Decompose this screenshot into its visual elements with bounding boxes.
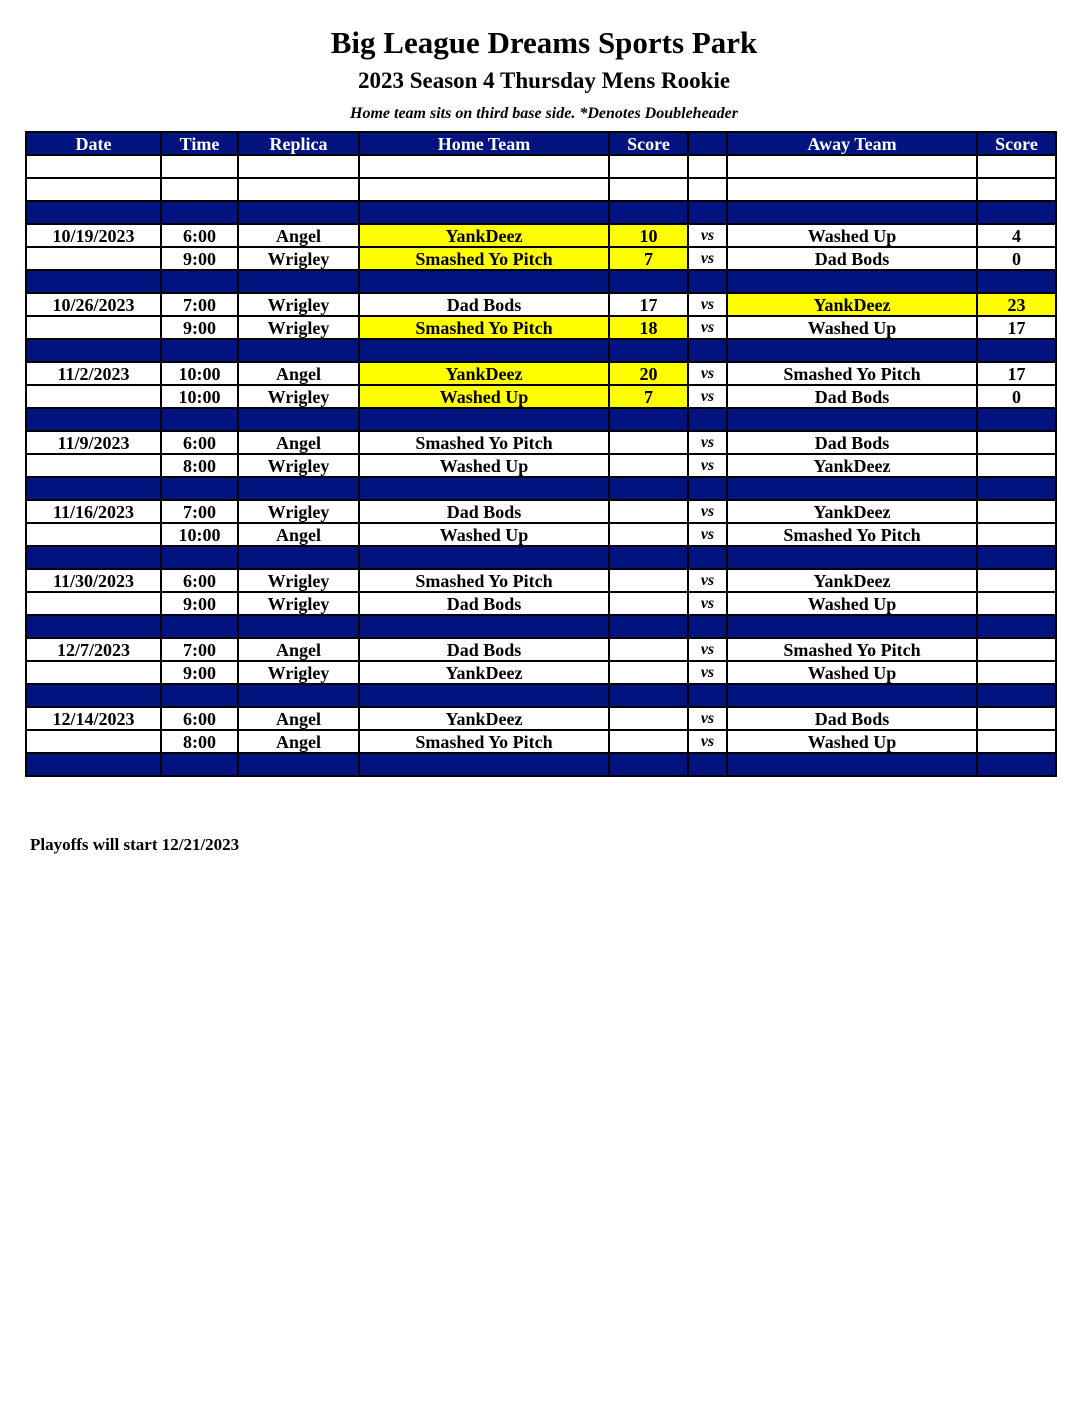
home-score-cell	[609, 684, 688, 707]
vs-cell	[688, 408, 727, 431]
replica-cell: Wrigley	[238, 385, 359, 408]
time-cell: 8:00	[161, 730, 238, 753]
time-cell: 10:00	[161, 523, 238, 546]
vs-cell	[688, 615, 727, 638]
home-team-cell	[359, 546, 609, 569]
away-score-cell	[977, 730, 1056, 753]
table-row	[26, 730, 1056, 753]
away-score-cell	[977, 339, 1056, 362]
date-cell	[26, 201, 161, 224]
home-team-cell: YankDeez	[359, 362, 609, 385]
date-cell: 12/7/2023	[26, 638, 161, 661]
separator-row	[26, 753, 1056, 776]
vs-cell: vs	[688, 454, 727, 477]
away-score-cell	[977, 155, 1056, 178]
date-cell	[26, 592, 161, 615]
home-team-cell: YankDeez	[359, 224, 609, 247]
away-score-cell	[977, 707, 1056, 730]
home-team-cell: Dad Bods	[359, 638, 609, 661]
vs-cell: vs	[688, 431, 727, 454]
away-score-cell	[977, 569, 1056, 592]
home-team-cell	[359, 477, 609, 500]
away-score-cell	[977, 477, 1056, 500]
vs-cell: vs	[688, 707, 727, 730]
away-team-cell: YankDeez	[727, 500, 977, 523]
col-header-away-team: Away Team	[727, 132, 977, 155]
away-team-cell: Dad Bods	[727, 707, 977, 730]
date-cell	[26, 178, 161, 201]
time-cell: 7:00	[161, 293, 238, 316]
home-team-cell: Smashed Yo Pitch	[359, 569, 609, 592]
vs-cell: vs	[688, 247, 727, 270]
home-score-cell	[609, 477, 688, 500]
away-score-cell: 17	[977, 316, 1056, 339]
away-score-cell	[977, 523, 1056, 546]
away-team-cell	[727, 270, 977, 293]
home-score-cell	[609, 408, 688, 431]
away-team-cell: YankDeez	[727, 293, 977, 316]
date-cell: 11/2/2023	[26, 362, 161, 385]
vs-cell: vs	[688, 224, 727, 247]
away-team-cell	[727, 615, 977, 638]
col-header-time: Time	[161, 132, 238, 155]
vs-cell	[688, 178, 727, 201]
date-cell	[26, 247, 161, 270]
vs-cell	[688, 753, 727, 776]
home-score-cell: 18	[609, 316, 688, 339]
away-team-cell: Smashed Yo Pitch	[727, 362, 977, 385]
away-score-cell: 23	[977, 293, 1056, 316]
home-score-cell	[609, 615, 688, 638]
replica-cell: Angel	[238, 523, 359, 546]
col-header-away-score: Score	[977, 132, 1056, 155]
home-score-cell: 17	[609, 293, 688, 316]
separator-row	[26, 546, 1056, 569]
time-cell: 7:00	[161, 500, 238, 523]
time-cell	[161, 270, 238, 293]
date-cell	[26, 615, 161, 638]
time-cell: 7:00	[161, 638, 238, 661]
date-cell	[26, 316, 161, 339]
date-cell: 11/30/2023	[26, 569, 161, 592]
replica-cell	[238, 684, 359, 707]
time-cell: 10:00	[161, 362, 238, 385]
vs-cell: vs	[688, 362, 727, 385]
table-row	[26, 523, 1056, 546]
replica-cell: Wrigley	[238, 569, 359, 592]
page-title: Big League Dreams Sports Park	[330, 25, 758, 60]
away-team-cell: Washed Up	[727, 592, 977, 615]
away-team-cell	[727, 339, 977, 362]
time-cell: 6:00	[161, 707, 238, 730]
replica-cell	[238, 615, 359, 638]
vs-cell: vs	[688, 500, 727, 523]
home-score-cell	[609, 431, 688, 454]
home-team-cell: Dad Bods	[359, 500, 609, 523]
away-score-cell	[977, 684, 1056, 707]
home-score-cell	[609, 155, 688, 178]
replica-cell	[238, 546, 359, 569]
home-team-cell	[359, 753, 609, 776]
home-team-cell	[359, 408, 609, 431]
separator-row	[26, 684, 1056, 707]
replica-cell: Angel	[238, 707, 359, 730]
time-cell	[161, 201, 238, 224]
separator-row	[26, 270, 1056, 293]
time-cell	[161, 178, 238, 201]
home-score-cell	[609, 454, 688, 477]
table-row	[26, 500, 1056, 523]
home-team-cell	[359, 270, 609, 293]
replica-cell	[238, 155, 359, 178]
home-score-cell	[609, 339, 688, 362]
away-score-cell	[977, 661, 1056, 684]
away-team-cell: Dad Bods	[727, 385, 977, 408]
replica-cell: Wrigley	[238, 247, 359, 270]
date-cell	[26, 155, 161, 178]
time-cell: 6:00	[161, 224, 238, 247]
away-team-cell	[727, 753, 977, 776]
home-team-cell: Washed Up	[359, 385, 609, 408]
table-row	[26, 707, 1056, 730]
home-score-cell	[609, 592, 688, 615]
home-team-cell	[359, 684, 609, 707]
replica-cell: Angel	[238, 431, 359, 454]
table-row	[26, 661, 1056, 684]
col-header-vs	[688, 132, 727, 155]
time-cell	[161, 339, 238, 362]
away-score-cell	[977, 201, 1056, 224]
date-cell	[26, 385, 161, 408]
table-row	[26, 293, 1056, 316]
time-cell: 9:00	[161, 247, 238, 270]
table-row	[26, 316, 1056, 339]
home-team-cell: Smashed Yo Pitch	[359, 247, 609, 270]
time-cell	[161, 155, 238, 178]
separator-row	[26, 477, 1056, 500]
vs-cell	[688, 684, 727, 707]
date-cell	[26, 477, 161, 500]
home-team-cell: Dad Bods	[359, 293, 609, 316]
replica-cell: Wrigley	[238, 661, 359, 684]
vs-cell: vs	[688, 385, 727, 408]
away-score-cell: 0	[977, 385, 1056, 408]
table-row	[26, 592, 1056, 615]
home-team-cell	[359, 155, 609, 178]
date-cell	[26, 661, 161, 684]
replica-cell: Wrigley	[238, 500, 359, 523]
replica-cell	[238, 753, 359, 776]
vs-cell: vs	[688, 592, 727, 615]
replica-cell: Wrigley	[238, 454, 359, 477]
replica-cell: Angel	[238, 730, 359, 753]
home-score-cell	[609, 730, 688, 753]
away-team-cell	[727, 155, 977, 178]
blank-row	[26, 178, 1056, 201]
away-score-cell	[977, 638, 1056, 661]
home-team-cell: YankDeez	[359, 707, 609, 730]
time-cell: 9:00	[161, 661, 238, 684]
table-row	[26, 638, 1056, 661]
vs-cell: vs	[688, 661, 727, 684]
away-team-cell: Smashed Yo Pitch	[727, 638, 977, 661]
time-cell: 9:00	[161, 592, 238, 615]
date-cell	[26, 523, 161, 546]
vs-cell	[688, 155, 727, 178]
away-score-cell	[977, 500, 1056, 523]
separator-row	[26, 339, 1056, 362]
replica-cell	[238, 339, 359, 362]
separator-row	[26, 201, 1056, 224]
date-cell: 11/9/2023	[26, 431, 161, 454]
date-cell	[26, 339, 161, 362]
home-team-cell: Dad Bods	[359, 592, 609, 615]
vs-cell	[688, 546, 727, 569]
table-row	[26, 569, 1056, 592]
away-team-cell	[727, 546, 977, 569]
separator-row	[26, 408, 1056, 431]
replica-cell	[238, 201, 359, 224]
col-header-home-score: Score	[609, 132, 688, 155]
time-cell: 10:00	[161, 385, 238, 408]
vs-cell	[688, 477, 727, 500]
away-score-cell	[977, 615, 1056, 638]
replica-cell: Wrigley	[238, 293, 359, 316]
date-cell: 10/19/2023	[26, 224, 161, 247]
table-row	[26, 224, 1056, 247]
replica-cell	[238, 270, 359, 293]
time-cell: 9:00	[161, 316, 238, 339]
table-header-row	[26, 132, 1056, 155]
away-team-cell	[727, 178, 977, 201]
away-score-cell	[977, 178, 1056, 201]
schedule-body	[26, 155, 1056, 776]
date-cell: 11/16/2023	[26, 500, 161, 523]
home-score-cell: 10	[609, 224, 688, 247]
vs-cell	[688, 201, 727, 224]
time-cell	[161, 477, 238, 500]
date-cell	[26, 753, 161, 776]
away-score-cell: 4	[977, 224, 1056, 247]
away-team-cell: Smashed Yo Pitch	[727, 523, 977, 546]
time-cell	[161, 546, 238, 569]
date-cell	[26, 270, 161, 293]
away-score-cell	[977, 431, 1056, 454]
replica-cell	[238, 408, 359, 431]
home-team-cell	[359, 178, 609, 201]
table-row	[26, 454, 1056, 477]
home-team-cell	[359, 201, 609, 224]
away-score-cell	[977, 270, 1056, 293]
away-score-cell	[977, 454, 1056, 477]
table-row	[26, 431, 1056, 454]
home-score-cell	[609, 638, 688, 661]
away-team-cell: YankDeez	[727, 569, 977, 592]
replica-cell: Angel	[238, 224, 359, 247]
vs-cell: vs	[688, 316, 727, 339]
home-score-cell: 7	[609, 385, 688, 408]
vs-cell	[688, 270, 727, 293]
away-score-cell: 0	[977, 247, 1056, 270]
table-row	[26, 362, 1056, 385]
separator-row	[26, 615, 1056, 638]
home-score-cell	[609, 546, 688, 569]
time-cell: 6:00	[161, 569, 238, 592]
replica-cell: Angel	[238, 362, 359, 385]
replica-cell	[238, 178, 359, 201]
away-team-cell: Washed Up	[727, 224, 977, 247]
home-score-cell	[609, 201, 688, 224]
date-cell	[26, 454, 161, 477]
vs-cell: vs	[688, 638, 727, 661]
away-team-cell	[727, 684, 977, 707]
home-score-cell: 7	[609, 247, 688, 270]
home-score-cell	[609, 753, 688, 776]
home-team-cell: YankDeez	[359, 661, 609, 684]
replica-cell: Wrigley	[238, 592, 359, 615]
home-team-note: Home team sits on third base side. *Denotes Doubleheader	[350, 105, 738, 122]
home-team-cell	[359, 615, 609, 638]
away-team-cell	[727, 201, 977, 224]
home-team-cell: Washed Up	[359, 523, 609, 546]
vs-cell: vs	[688, 293, 727, 316]
vs-cell: vs	[688, 569, 727, 592]
away-team-cell: Washed Up	[727, 661, 977, 684]
home-score-cell: 20	[609, 362, 688, 385]
away-team-cell	[727, 408, 977, 431]
table-row	[26, 385, 1056, 408]
home-score-cell	[609, 661, 688, 684]
away-team-cell: YankDeez	[727, 454, 977, 477]
date-cell	[26, 408, 161, 431]
home-team-cell: Smashed Yo Pitch	[359, 316, 609, 339]
time-cell	[161, 753, 238, 776]
home-score-cell	[609, 569, 688, 592]
away-score-cell: 17	[977, 362, 1056, 385]
season-subtitle: 2023 Season 4 Thursday Mens Rookie	[357, 68, 731, 93]
away-score-cell	[977, 408, 1056, 431]
home-score-cell	[609, 707, 688, 730]
date-cell: 10/26/2023	[26, 293, 161, 316]
away-team-cell: Dad Bods	[727, 247, 977, 270]
time-cell: 8:00	[161, 454, 238, 477]
date-cell	[26, 730, 161, 753]
home-score-cell	[609, 270, 688, 293]
time-cell: 6:00	[161, 431, 238, 454]
vs-cell: vs	[688, 523, 727, 546]
away-team-cell: Washed Up	[727, 316, 977, 339]
home-team-cell: Smashed Yo Pitch	[359, 431, 609, 454]
replica-cell	[238, 477, 359, 500]
home-score-cell	[609, 500, 688, 523]
away-team-cell: Dad Bods	[727, 431, 977, 454]
date-cell: 12/14/2023	[26, 707, 161, 730]
away-team-cell	[727, 477, 977, 500]
blank-row	[26, 155, 1056, 178]
time-cell	[161, 408, 238, 431]
date-cell	[26, 546, 161, 569]
col-header-replica: Replica	[238, 132, 359, 155]
col-header-home-team: Home Team	[359, 132, 609, 155]
home-team-cell: Washed Up	[359, 454, 609, 477]
time-cell	[161, 684, 238, 707]
vs-cell: vs	[688, 730, 727, 753]
replica-cell: Wrigley	[238, 316, 359, 339]
date-cell	[26, 684, 161, 707]
home-team-cell	[359, 339, 609, 362]
table-row	[26, 247, 1056, 270]
home-team-cell: Smashed Yo Pitch	[359, 730, 609, 753]
away-score-cell	[977, 592, 1056, 615]
away-score-cell	[977, 546, 1056, 569]
col-header-date: Date	[26, 132, 161, 155]
home-score-cell	[609, 523, 688, 546]
home-score-cell	[609, 178, 688, 201]
replica-cell: Angel	[238, 638, 359, 661]
away-team-cell: Washed Up	[727, 730, 977, 753]
schedule-table	[25, 131, 1057, 777]
vs-cell	[688, 339, 727, 362]
away-score-cell	[977, 753, 1056, 776]
playoffs-note: Playoffs will start 12/21/2023	[30, 835, 240, 854]
time-cell	[161, 615, 238, 638]
